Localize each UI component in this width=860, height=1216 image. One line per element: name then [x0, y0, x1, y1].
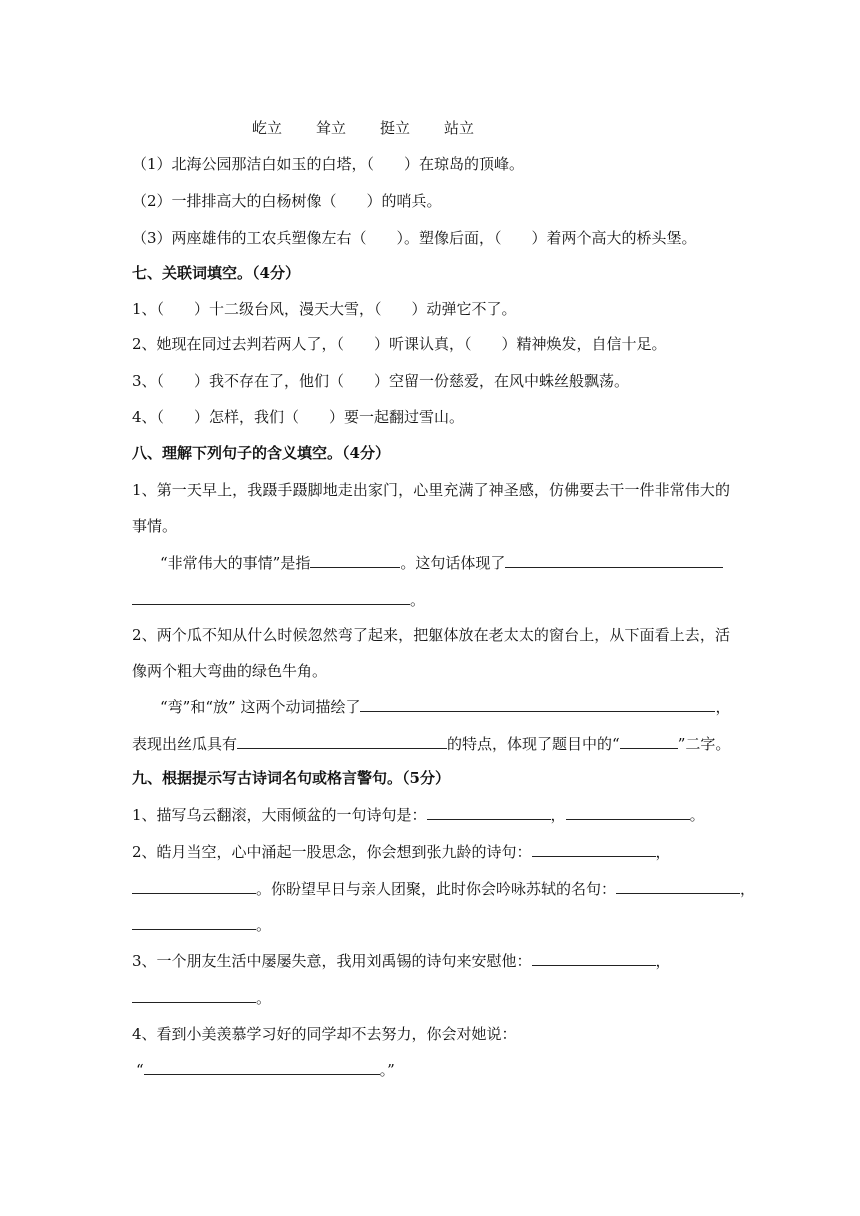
question-8-2-fill [160, 697, 730, 717]
section-8-title: 八、理解下列句子的含义填空。（4分） [132, 444, 390, 462]
fill-label: ， [655, 843, 671, 861]
fill-label: ， [715, 698, 731, 716]
fill-label: 的特点，体现了题目中的“ [447, 735, 620, 753]
answer-blank[interactable] [427, 805, 551, 820]
question-8-1-fill [160, 553, 723, 573]
answer-blank[interactable] [360, 697, 715, 712]
word-options [252, 118, 508, 138]
fill-label: 。 [256, 989, 272, 1007]
question-9-4-answer [136, 1060, 395, 1080]
fill-label: 表现出丝瓜具有 [132, 735, 238, 753]
section-7-title: 七、关联词填空。（4分） [132, 264, 300, 282]
question-8-1-text: 1、第一天早上，我蹑手蹑脚地走出家门，心里充满了神圣感，仿佛要去干一件非常伟大的 [132, 481, 730, 499]
question-7-2: 2、她现在同过去判若两人了，（ ）听课认真，（ ）精神焕发，自信十足。 [132, 335, 667, 353]
fill-label: 3、一个朋友生活中屡屡失意，我用刘禹锡的诗句来安慰他： [132, 952, 532, 970]
question-8-2-fill-cont [132, 734, 730, 754]
question-9-4: 4、看到小美羡慕学习好的同学却不去努力，你会对她说： [132, 1025, 517, 1043]
question-8-2-text: 2、两个瓜不知从什么时候忽然弯了起来，把躯体放在老太太的窗台上，从下面看上去，活 [132, 626, 730, 644]
answer-blank[interactable] [310, 553, 400, 568]
word-option: 屹立 [252, 119, 283, 137]
fill-label: ， [550, 806, 566, 824]
section-9-title: 九、根据提示写古诗词名句或格言警句。（5分） [132, 769, 450, 787]
word-option: 站立 [444, 119, 475, 137]
answer-blank[interactable] [132, 988, 256, 1003]
answer-blank[interactable] [566, 805, 690, 820]
fill-label: “弯”和“放” 这两个动词描绘了 [160, 698, 361, 716]
fill-label: 。 [410, 591, 426, 609]
fill-label: 。 [256, 916, 272, 934]
question-8-2-text-cont: 像两个粗大弯曲的绿色牛角。 [132, 662, 328, 680]
question-9-3 [132, 951, 671, 971]
question-6-3: （3）两座雄伟的工农兵塑像左右（ ）。塑像后面，（ ）着两个高大的桥头堡。 [132, 229, 697, 247]
answer-blank[interactable] [532, 951, 656, 966]
question-6-1: （1）北海公园那洁白如玉的白塔，（ ）在琼岛的顶峰。 [132, 155, 525, 173]
answer-blank[interactable] [532, 842, 656, 857]
fill-label: 。你盼望早日与亲人团聚，此时你会吟咏苏轼的名句： [256, 880, 617, 898]
fill-label: 1、描写乌云翻滚，大雨倾盆的一句诗句是： [132, 806, 427, 824]
fill-label: “非常伟大的事情”是指 [160, 554, 311, 572]
word-option: 挺立 [380, 119, 411, 137]
fill-label: ， [655, 952, 671, 970]
question-9-3-cont [132, 988, 271, 1008]
answer-blank[interactable] [132, 879, 256, 894]
answer-blank[interactable] [144, 1060, 380, 1075]
fill-label: “ [136, 1061, 144, 1079]
answer-blank[interactable] [132, 915, 256, 930]
answer-blank[interactable] [620, 734, 678, 749]
answer-blank[interactable] [237, 734, 447, 749]
fill-label: 。 [689, 806, 705, 824]
question-6-2: （2）一排排高大的白杨树像（ ）的哨兵。 [132, 192, 442, 210]
question-7-4: 4、（ ）怎样，我们（ ）要一起翻过雪山。 [132, 408, 465, 426]
question-9-2-cont2 [132, 915, 271, 935]
question-8-1-text-cont: 事情。 [132, 517, 178, 535]
fill-label: ”二字。 [677, 735, 731, 753]
answer-blank[interactable] [505, 553, 723, 568]
question-8-1-fill-cont [132, 590, 425, 610]
fill-label: 。” [379, 1061, 395, 1079]
question-9-2-cont [132, 879, 755, 899]
fill-label: ， [740, 880, 756, 898]
answer-blank[interactable] [616, 879, 740, 894]
question-7-3: 3、（ ）我不存在了，他们（ ）空留一份慈爱，在风中蛛丝般飘荡。 [132, 372, 630, 390]
question-9-1 [132, 805, 705, 825]
question-7-1: 1、（ ）十二级台风，漫天大雪，（ ）动弹它不了。 [132, 300, 517, 318]
fill-label: 2、皓月当空，心中涌起一股思念，你会想到张九龄的诗句： [132, 843, 532, 861]
word-option: 耸立 [316, 119, 347, 137]
fill-label: 。这句话体现了 [400, 554, 506, 572]
answer-blank[interactable] [132, 590, 410, 605]
question-9-2 [132, 842, 671, 862]
